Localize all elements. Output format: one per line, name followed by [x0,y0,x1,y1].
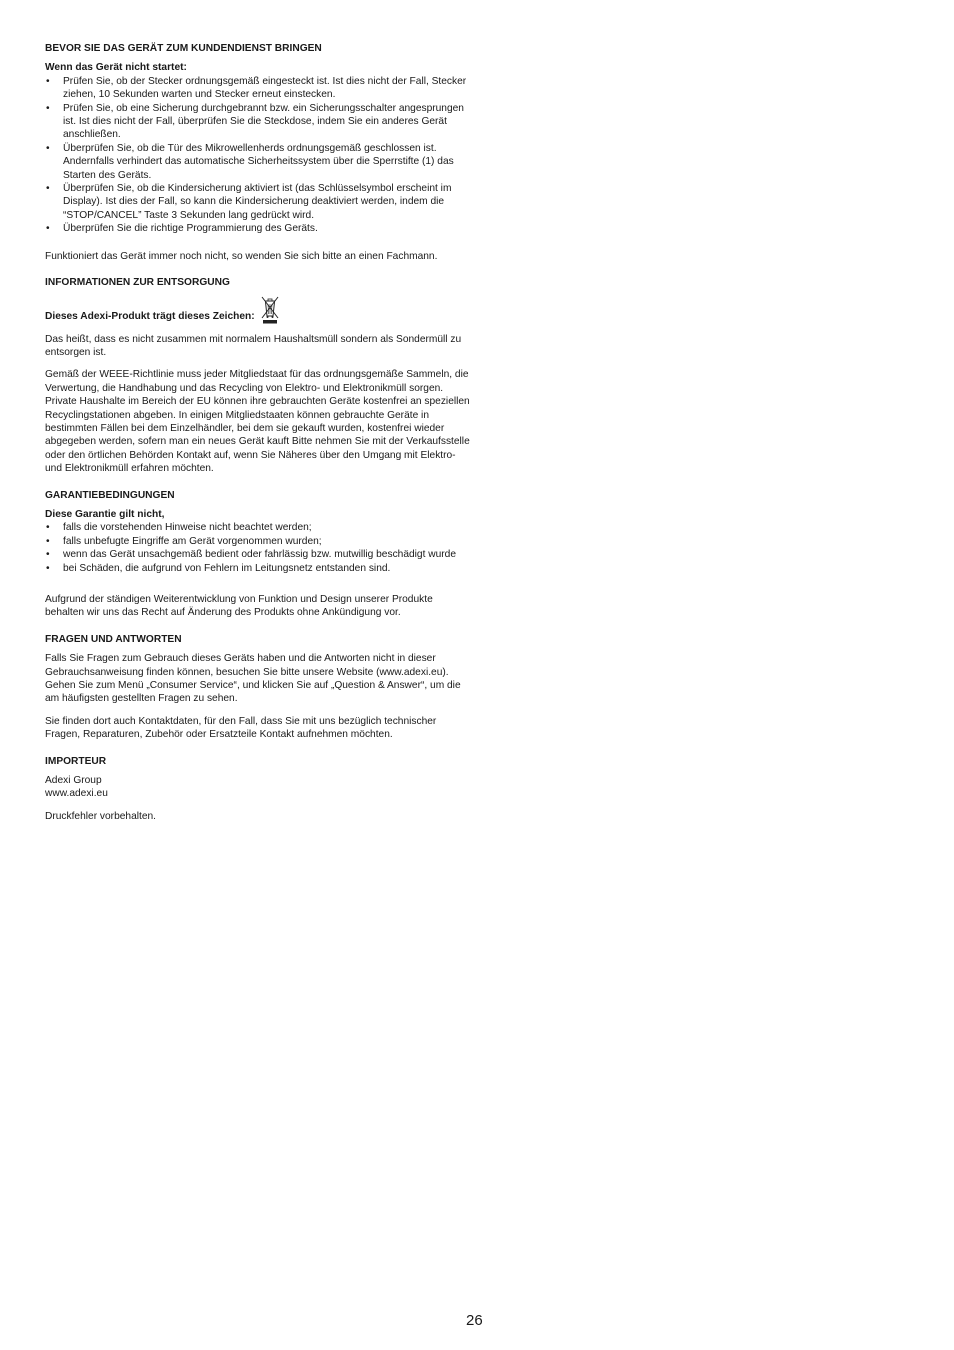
list-item: • bei Schäden, die aufgrund von Fehlern im Leitungsnetz entstanden sind. [45,562,473,575]
weee-symbol-line [45,296,473,324]
disposal-paragraph-1: Das heißt, dass es nicht zusammen mit normalem Haushaltsmüll sondern als Sondermüll zu entsorgen ist. [45,333,462,358]
warranty-bullet-list [45,521,473,575]
warranty-closing-text: Aufgrund der ständigen Weiterentwicklung von Funktion und Design unserer Produkte behalten wir uns das Recht auf Änderung des Produkts ohne Ankündigung vor. [45,594,433,619]
importer-address [45,774,473,801]
list-item: • falls unbefugte Eingriffe am Gerät vorgenommen wurden; [45,535,473,548]
list-item: • Überprüfen Sie, ob die Kindersicherung aktiviert ist (das Schlüsselsymbol erscheint im Display). Ist dies der Fall, so kann die Kindersicherung deaktiviert werden, indem die “STOP/CANCEL” Taste 3 Sekunden lang gedrückt wird. [45,182,473,222]
faq-paragraph-1-line-1: Falls Sie Fragen zum Gebrauch dieses Geräts haben und die Antworten nicht in dieser Gebrauchsanweisung finden können, besuchen Sie bitte unsere Website (www.adexi.eu). [45,653,449,678]
faq-paragraph-1-line-2: Gehen Sie zum Menü „Consumer Service“, und klicken Sie auf „Question & Answer“, um die am häufigsten gestellten Fragen zu sehen. [45,680,461,705]
list-item: • falls die vorstehenden Hinweise nicht beachtet werden; [45,521,473,534]
warranty-heading: GARANTIEBEDINGUNGEN [45,489,175,501]
warranty-section [45,489,473,620]
page-content [45,42,473,836]
disposal-section [45,276,473,475]
weee-crossed-bin-icon [261,296,279,324]
service-subheading: Wenn das Gerät nicht startet: [45,62,187,74]
list-item: • Überprüfen Sie, ob die Tür des Mikrowellenherds ordnungsgemäß geschlossen ist. Andernfalls verhindert das automatische Sicherheitssystem über die Sperrstifte (1) das Starten des Geräts. [45,142,473,182]
service-closing-text: Funktioniert das Gerät immer noch nicht, so wenden Sie sich bitte an einen Fachmann. [45,250,438,262]
importer-section [45,755,473,824]
faq-paragraph-2: Sie finden dort auch Kontaktdaten, für den Fall, dass Sie mit uns bezüglich technischer Fragen, Reparaturen, Zubehör oder Ersatzteile Kontakt aufnehmen möchten. [45,715,437,741]
service-heading: BEVOR SIE DAS GERÄT ZUM KUNDENDIENST BRINGEN [45,43,322,54]
importer-website: www.adexi.eu [45,788,108,800]
page-number: 26 [466,1312,483,1329]
disposal-paragraph-2: Gemäß der WEEE-Richtlinie muss jeder Mitgliedstaat für das ordnungsgemäße Sammeln, die Verwertung, die Handhabung und das Recycling von Elektro- und Elektronikmüll sorgen. Private Haushalte im Bereich der EU können ihre gebrauchten Geräte kostenfrei an speziellen Recyclingstationen abgeben. In einigen Mitgliedstaaten können gebrauchte Geräte in bestimmten Fällen bei dem Einzelhändler, bei dem sie gekauft wurden, kostenfrei wieder abgegeben werden, sofern man ein neues Gerät kauft Bitte nehmen Sie mit der Verkaufsstelle oder den örtlichen Behörden Kontakt auf, wenn Sie Näheres über den Umgang mit Elektro- und Elektronikmüll erfahren möchten. [45,369,470,475]
importer-name: Adexi Group [45,775,102,787]
service-section [45,42,473,263]
disposal-heading: INFORMATIONEN ZUR ENTSORGUNG [45,277,230,289]
list-item: • Prüfen Sie, ob der Stecker ordnungsgemäß eingesteckt ist. Ist dies nicht der Fall, Stecker ziehen, 10 Sekunden warten und Stecker erneut einstecken. [45,75,473,102]
list-item: • wenn das Gerät unsachgemäß bedient oder fahrlässig bzw. mutwillig beschädigt wurde [45,548,473,561]
service-bullet-list [45,75,473,236]
list-item: • Prüfen Sie, ob eine Sicherung durchgebrannt bzw. ein Sicherungsschalter angesprungen ist. Ist dies nicht der Fall, überprüfen Sie die Steckdose, indem Sie ein anderes Gerät anschließen. [45,102,473,142]
warranty-subheading: Diese Garantie gilt nicht, [45,508,165,520]
faq-paragraph-1 [45,652,473,706]
list-item: • Überprüfen Sie die richtige Programmierung des Geräts. [45,222,473,235]
faq-section [45,633,473,742]
weee-symbol-label: Dieses Adexi-Produkt trägt dieses Zeichen: [45,311,255,323]
importer-heading: IMPORTEUR [45,755,107,767]
faq-heading: FRAGEN UND ANTWORTEN [45,633,182,645]
printing-disclaimer: Druckfehler vorbehalten. [45,810,156,822]
